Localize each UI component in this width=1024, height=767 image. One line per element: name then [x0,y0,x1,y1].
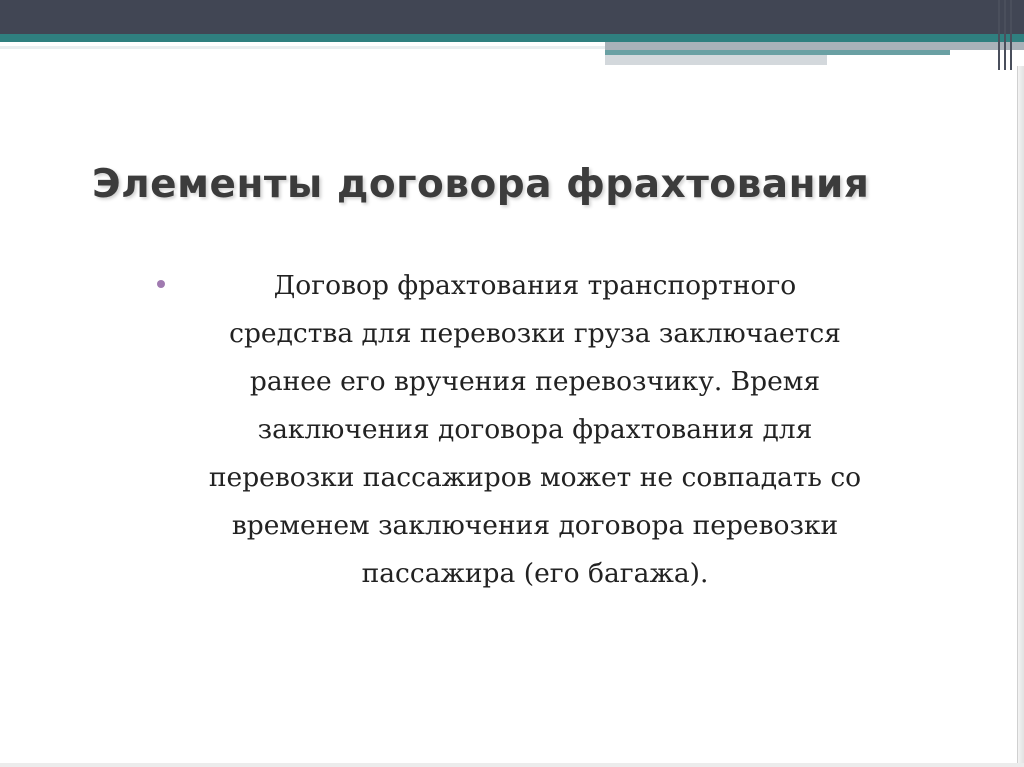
header-bar-dark [0,0,1024,34]
header-bar-light-line [0,46,605,49]
slide-title: Элементы договора фрахтования [92,162,870,207]
page-edge-right [1017,66,1024,767]
bullet-line: временем заключения договора перевозки [231,510,839,541]
header-bar-gray [605,42,1024,50]
header-bar-teal [0,34,1024,42]
header-bar-gray-light [605,55,827,65]
bullet-line: пассажира (его багажа). [361,558,709,589]
bullet-line: средства для перевозки груза заключается [229,318,841,349]
slide-content [95,262,975,598]
bullet-dot-icon [157,280,165,288]
bullet-item [95,262,975,598]
page-edge-bottom [0,763,1024,767]
bullet-line: ранее его вручения перевозчику. Время [249,366,821,397]
bullet-line: заключения договора фрахтования для [257,414,813,445]
bullet-line: Договор фрахтования транспортного [273,270,797,301]
header-stripes [996,0,1016,70]
bullet-line: перевозки пассажиров может не совпадать со [208,462,862,493]
